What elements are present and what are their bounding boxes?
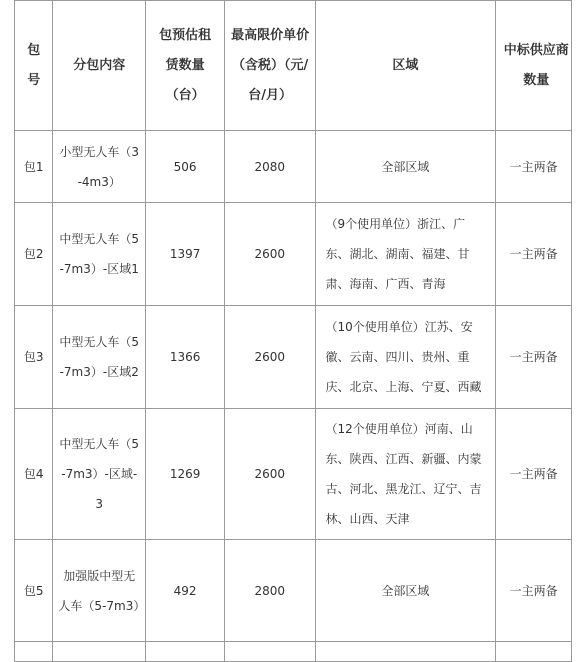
cell-content: 小型无人车（3-4m3） [53,131,146,203]
cell-price: 2600 [225,409,315,540]
cell-suppliers: 一主两备 [496,409,572,540]
cell-content: 中型无人车（5-7m3）-区域-3 [53,409,146,540]
cell-empty [315,642,496,662]
tender-package-table [14,0,572,662]
cell-suppliers: 一主两备 [496,131,572,203]
table-row [15,203,572,306]
header-price: 最高限价单价（含税）（元/台/月） [225,1,315,131]
cell-content: 加强版中型无人车（5-7m3） [53,540,146,642]
cell-quantity: 1397 [146,203,225,306]
cell-empty [146,642,225,662]
cell-price: 2800 [225,540,315,642]
table-row [15,409,572,540]
cell-package: 包4 [15,409,53,540]
cell-region: （10个使用单位）江苏、安徽、云南、四川、贵州、重庆、北京、上海、宁夏、西藏 [315,306,496,409]
cell-region: 全部区域 [315,131,496,203]
table-row [15,540,572,642]
cell-empty [496,642,572,662]
cell-content: 中型无人车（5-7m3）-区域1 [53,203,146,306]
cell-quantity: 1269 [146,409,225,540]
table-row-partial [15,642,572,662]
header-region: 区域 [315,1,496,131]
cell-suppliers: 一主两备 [496,540,572,642]
cell-empty [225,642,315,662]
cell-package: 包1 [15,131,53,203]
cell-price: 2080 [225,131,315,203]
cell-suppliers: 一主两备 [496,306,572,409]
header-package-no: 包号 [15,1,53,131]
cell-region: （9个使用单位）浙江、广东、湖北、湖南、福建、甘肃、海南、广西、青海 [315,203,496,306]
table-row [15,306,572,409]
table-header-row [15,1,572,131]
cell-price: 2600 [225,203,315,306]
cell-quantity: 506 [146,131,225,203]
cell-empty [53,642,146,662]
cell-region: 全部区域 [315,540,496,642]
cell-region: （12个使用单位）河南、山东、陕西、江西、新疆、内蒙古、河北、黑龙江、辽宁、吉林、山西、天津 [315,409,496,540]
cell-quantity: 492 [146,540,225,642]
cell-package: 包3 [15,306,53,409]
header-suppliers: 中标供应商数量 [496,1,572,131]
cell-package: 包5 [15,540,53,642]
header-quantity: 包预估租赁数量（台） [146,1,225,131]
cell-suppliers: 一主两备 [496,203,572,306]
cell-quantity: 1366 [146,306,225,409]
cell-empty [15,642,53,662]
table-row [15,131,572,203]
header-content: 分包内容 [53,1,146,131]
cell-price: 2600 [225,306,315,409]
cell-content: 中型无人车（5-7m3）-区域2 [53,306,146,409]
cell-package: 包2 [15,203,53,306]
